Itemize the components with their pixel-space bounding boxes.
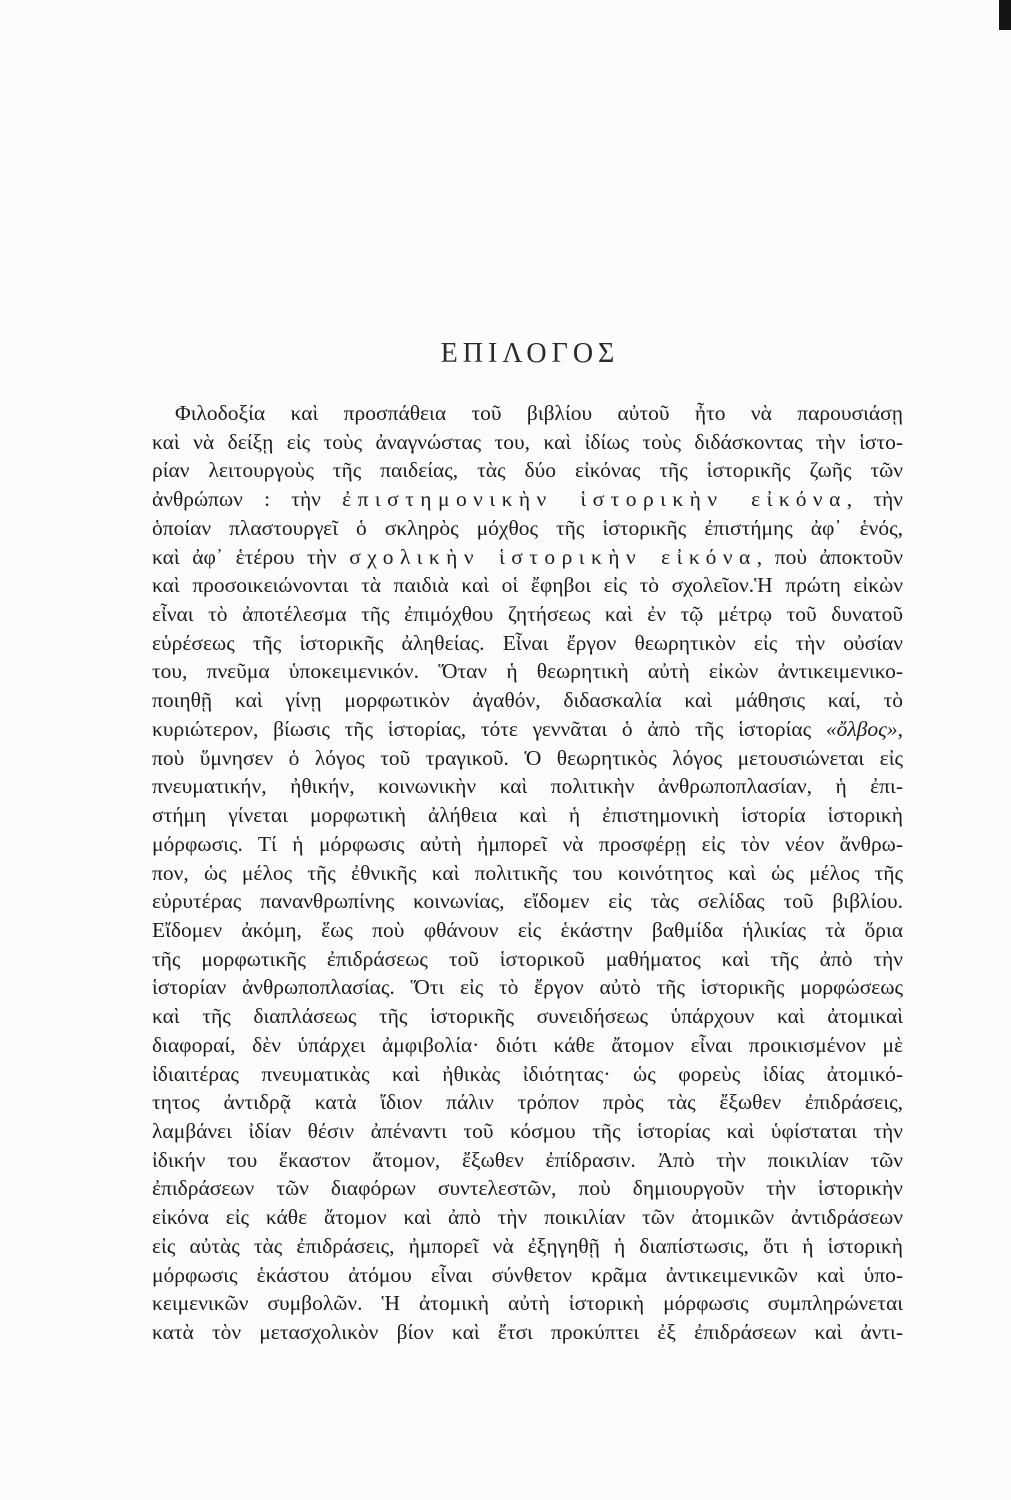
text-line — [152, 1088, 903, 1117]
line-text: ἐπιδράσεων τῶν διαφόρων συντελεστῶν, ποὺ δημιουργοῦν τὴν ἱστορικὴν — [152, 1176, 903, 1201]
text-line — [152, 1146, 903, 1175]
line-segment: , ποὺ ἀποκτοῦν — [756, 544, 903, 569]
text-line — [152, 514, 903, 543]
line-text: ἱστορίαν ἀνθρωποπλασίας. Ὅτι εἰς τὸ ἔργον αὐτὸ τῆς ἱστορικῆς μορφώσεως — [152, 975, 903, 1000]
italic-quote: «ὄλβος» — [825, 716, 898, 741]
body-paragraph — [152, 399, 903, 1347]
text-line — [152, 657, 903, 686]
chapter-heading: ΕΠΙΛΟΓΟΣ — [440, 337, 620, 369]
line-text: στήμη γίνεται μορφωτικὴ ἀλήθεια καὶ ἡ ἐπιστημονικὴ ἱστορία ἱστορικὴ — [152, 803, 903, 828]
line-text: καὶ νὰ δείξῃ εἰς τοὺς ἀναγνώστας του, καὶ ἰδίως τοὺς διδάσκοντας τὴν ἱστο- — [152, 429, 903, 454]
line-text: καὶ προσοικειώνονται τὰ παιδιὰ καὶ οἱ ἔφηβοι εἰς τὸ σχολεῖον.Ἡ πρώτη εἰκὼν — [152, 573, 903, 598]
line-text: του, πνεῦμα ὑποκειμενικόν. Ὅταν ἡ θεωρητικὴ αὐτὴ εἰκὼν ἀντικειμενικο- — [152, 659, 903, 684]
line-text: λαμβάνει ἰδίαν θέσιν ἀπέναντι τοῦ κόσμου τῆς ἱστορίας καὶ ὑφίσταται τὴν — [152, 1118, 903, 1143]
text-line — [152, 1002, 903, 1031]
line-text — [152, 485, 903, 514]
line-text: εὐρυτέρας πανανθρωπίνης κοινωνίας, εἴδομεν εἰς τὰς σελίδας τοῦ βιβλίου. — [152, 889, 903, 914]
text-line — [152, 887, 903, 916]
line-segment: , — [897, 716, 903, 741]
text-line — [152, 1117, 903, 1146]
line-text: Φιλοδοξία καὶ προσπάθεια τοῦ βιβλίου αὐτοῦ ἦτο νὰ παρουσιάσῃ — [175, 401, 903, 425]
text-line — [152, 428, 903, 457]
line-text: μόρφωσις ἑκάστου ἀτόμου εἶναι σύνθετον κρᾶμα ἀντικειμενικῶν καὶ ὑπο- — [152, 1262, 903, 1287]
line-text: κειμενικῶν συμβολῶν. Ἡ ἀτομικὴ αὐτὴ ἱστορικὴ μόρφωσις συμπληρώνεται — [152, 1291, 903, 1316]
text-line — [152, 973, 903, 1002]
text-line — [152, 629, 903, 658]
text-line — [152, 600, 903, 629]
text-line — [152, 1289, 903, 1318]
line-text: εἶναι τὸ ἀποτέλεσμα τῆς ἐπιμόχθου ζητήσεως καὶ ἐν τῷ μέτρῳ τοῦ δυνατοῦ — [152, 602, 903, 627]
text-line — [152, 772, 903, 801]
line-segment: κυριώτερον, βίωσις τῆς ἱστορίας, τότε γεννᾶται ὁ ἀπὸ τῆς ἱστορίας — [152, 716, 826, 741]
text-line — [152, 916, 903, 945]
line-text: ἰδιαιτέρας πνευματικὰς καὶ ἠθικὰς ἰδιότητας· ὡς φορεὺς ἰδίας ἀτομικό- — [152, 1061, 903, 1086]
line-text: τητος ἀντιδρᾷ κατὰ ἴδιον πάλιν τρόπον πρὸς τὰς ἔξωθεν ἐπιδράσεις, — [152, 1090, 903, 1115]
text-line — [152, 945, 903, 974]
line-text: πνευματικήν, ἠθικήν, κοινωνικὴν καὶ πολιτικὴν ἀνθρωποπλασίαν, ἡ ἐπι- — [152, 774, 903, 799]
line-text: ἰδικήν του ἕκαστον ἄτομον, ἔξωθεν ἐπίδρασιν. Ἀπὸ τὴν ποικιλίαν τῶν — [152, 1147, 903, 1172]
text-line — [152, 1318, 903, 1347]
line-text: εὑρέσεως τῆς ἱστορικῆς ἀληθείας. Εἶναι ἔργον θεωρητικὸν εἰς τὴν οὐσίαν — [152, 630, 903, 655]
line-text: διαφοραί, δὲν ὑπάρχει ἀμφιβολία· διότι κάθε ἄτομον εἶναι προικισμένον μὲ — [152, 1032, 903, 1057]
text-line — [152, 830, 903, 859]
text-line — [152, 1261, 903, 1290]
line-segment: ἀνθρώπων : τὴν — [152, 487, 343, 512]
line-text: πον, ὡς μέλος τῆς ἐθνικῆς καὶ πολιτικῆς του κοινότητος καὶ ὡς μέλος τῆς — [152, 860, 903, 885]
text-line — [152, 744, 903, 773]
text-line — [152, 399, 903, 428]
text-line — [152, 1031, 903, 1060]
text-line — [152, 715, 903, 744]
text-line — [152, 1174, 903, 1203]
emphasized-phrase: σχολικὴν ἱστορικὴν εἰκόνα — [349, 544, 757, 569]
emphasized-phrase: ἐπιστημονικὴν ἱστορικὴν εἰκόνα — [342, 487, 847, 512]
line-text: ποὺ ὕμνησεν ὁ λόγος τοῦ τραγικοῦ. Ὁ θεωρητικὸς λόγος μετουσιώνεται εἰς — [152, 745, 903, 770]
line-text: εἰκόνα εἰς κάθε ἄτομον καὶ ἀπὸ τὴν ποικιλίαν τῶν ἀτομικῶν ἀντιδράσεων — [152, 1205, 903, 1230]
line-segment: καὶ ἀφ᾽ ἑτέρου τὴν — [152, 544, 350, 569]
line-text: κατὰ τὸν μετασχολικὸν βίον καὶ ἔτσι προκύπτει ἐξ ἐπιδράσεων καὶ ἀντι- — [152, 1320, 903, 1344]
text-line — [152, 543, 903, 572]
text-line — [152, 801, 903, 830]
scan-edge — [999, 0, 1011, 30]
line-text: ποιηθῇ καὶ γίνῃ μορφωτικὸν ἀγαθόν, διδασκαλία καὶ μάθησις καί, τὸ — [152, 688, 903, 713]
line-text: καὶ τῆς διαπλάσεως τῆς ἱστορικῆς συνειδήσεως ὑπάρχουν καὶ ἀτομικαὶ — [152, 1004, 903, 1029]
text-line — [152, 1060, 903, 1089]
text-line — [152, 1232, 903, 1261]
text-line — [152, 859, 903, 888]
line-text — [152, 543, 903, 572]
text-line — [152, 686, 903, 715]
line-text: τῆς μορφωτικῆς ἐπιδράσεως τοῦ ἱστορικοῦ μαθήματος καὶ τῆς ἀπὸ τὴν — [152, 946, 903, 971]
line-segment: , τὴν — [846, 487, 903, 512]
text-line — [152, 1203, 903, 1232]
line-text: ρίαν λειτουργοὺς τῆς παιδείας, τὰς δύο εἰκόνας τῆς ἱστορικῆς ζωῆς τῶν — [152, 458, 903, 483]
line-text: μόρφωσις. Τί ἡ μόρφωσις αὐτὴ ἠμπορεῖ νὰ προσφέρῃ εἰς τὸν νέον ἄνθρω- — [152, 831, 903, 856]
line-text: Εἴδομεν ἀκόμη, ἕως ποὺ φθάνουν εἰς ἑκάστην βαθμίδα ἡλικίας τὰ ὅρια — [152, 917, 903, 942]
line-text: ὁποίαν πλαστουργεῖ ὁ σκληρὸς μόχθος τῆς ἱστορικῆς ἐπιστήμης ἀφ᾽ ἑνός, — [152, 515, 903, 540]
text-line — [152, 485, 903, 514]
line-text: εἰς αὐτὰς τὰς ἐπιδράσεις, ἠμπορεῖ νὰ ἐξηγηθῇ ἡ διαπίστωσις, ὅτι ἡ ἱστορικὴ — [152, 1233, 903, 1258]
line-text — [152, 715, 903, 744]
text-line — [152, 456, 903, 485]
text-line — [152, 571, 903, 600]
